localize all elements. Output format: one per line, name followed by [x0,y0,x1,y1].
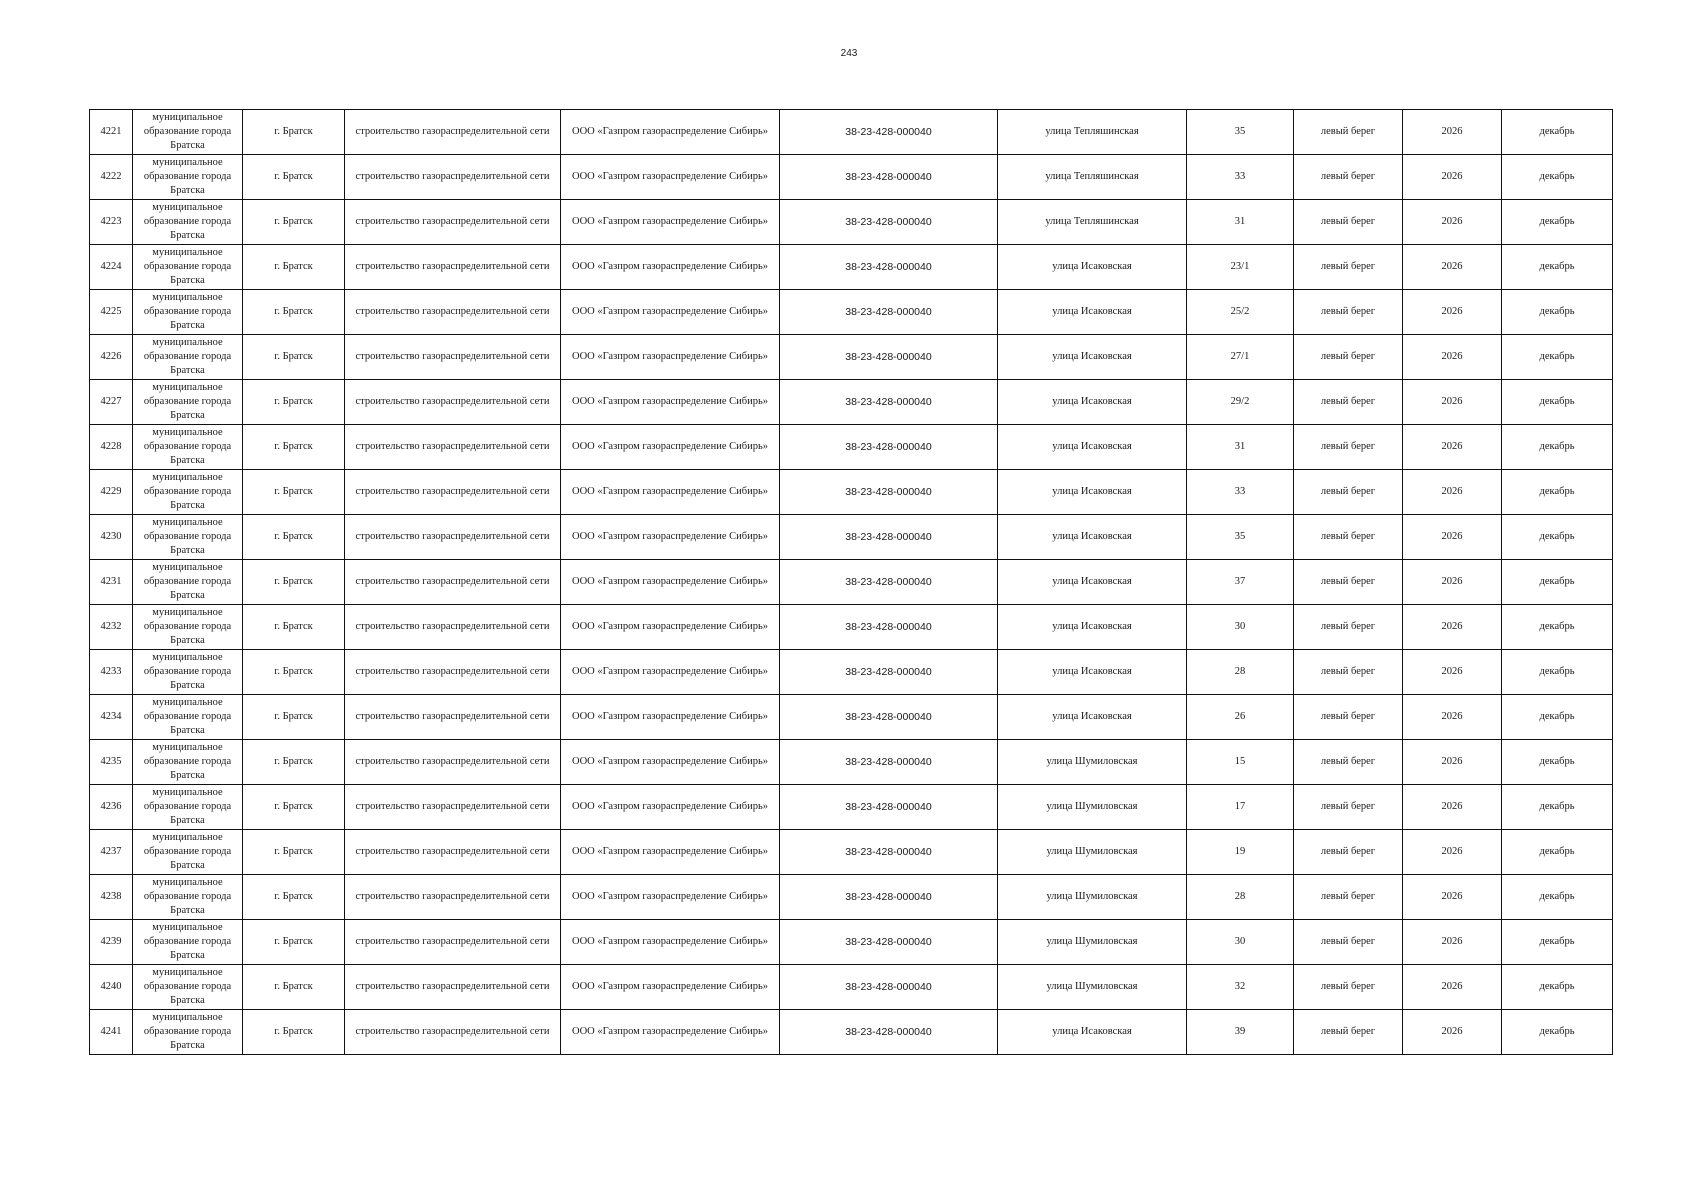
house-number-cell: 30 [1187,920,1294,965]
municipality-cell: муниципальное образование города Братска [133,740,243,785]
settlement-cell: г. Братск [243,695,345,740]
house-number-cell: 35 [1187,515,1294,560]
municipality-cell: муниципальное образование города Братска [133,605,243,650]
street-cell: улица Исаковская [998,290,1187,335]
street-cell: улица Тепляшинская [998,155,1187,200]
year-cell: 2026 [1403,200,1502,245]
house-number-cell: 37 [1187,560,1294,605]
municipality-cell: муниципальное образование города Братска [133,290,243,335]
bank-side-cell: левый берег [1294,1010,1403,1055]
month-cell: декабрь [1502,380,1613,425]
row-number: 4232 [90,605,133,650]
bank-side-cell: левый берег [1294,470,1403,515]
settlement-cell: г. Братск [243,920,345,965]
settlement-cell: г. Братск [243,290,345,335]
work-type-cell: строительство газораспределительной сети [345,290,561,335]
month-cell: декабрь [1502,245,1613,290]
year-cell: 2026 [1403,425,1502,470]
municipality-cell: муниципальное образование города Братска [133,695,243,740]
table-row [90,515,1613,560]
table-row [90,425,1613,470]
organization-cell: ООО «Газпром газораспределение Сибирь» [561,425,780,470]
municipality-cell: муниципальное образование города Братска [133,560,243,605]
month-cell: декабрь [1502,425,1613,470]
row-number: 4235 [90,740,133,785]
row-number: 4225 [90,290,133,335]
settlement-cell: г. Братск [243,425,345,470]
house-number-cell: 30 [1187,605,1294,650]
bank-side-cell: левый берег [1294,155,1403,200]
year-cell: 2026 [1403,965,1502,1010]
bank-side-cell: левый берег [1294,425,1403,470]
code-cell: 38-23-428-000040 [780,785,998,830]
code-cell: 38-23-428-000040 [780,380,998,425]
code-cell: 38-23-428-000040 [780,515,998,560]
month-cell: декабрь [1502,470,1613,515]
row-number: 4227 [90,380,133,425]
municipality-cell: муниципальное образование города Братска [133,875,243,920]
row-number: 4226 [90,335,133,380]
settlement-cell: г. Братск [243,560,345,605]
table-row [90,875,1613,920]
municipality-cell: муниципальное образование города Братска [133,110,243,155]
table-row [90,1010,1613,1055]
month-cell: декабрь [1502,290,1613,335]
work-type-cell: строительство газораспределительной сети [345,605,561,650]
house-number-cell: 31 [1187,425,1294,470]
municipality-cell: муниципальное образование города Братска [133,425,243,470]
row-number: 4236 [90,785,133,830]
month-cell: декабрь [1502,155,1613,200]
row-number: 4229 [90,470,133,515]
month-cell: декабрь [1502,695,1613,740]
organization-cell: ООО «Газпром газораспределение Сибирь» [561,605,780,650]
municipality-cell: муниципальное образование города Братска [133,200,243,245]
work-type-cell: строительство газораспределительной сети [345,785,561,830]
organization-cell: ООО «Газпром газораспределение Сибирь» [561,470,780,515]
street-cell: улица Исаковская [998,560,1187,605]
municipality-cell: муниципальное образование города Братска [133,965,243,1010]
bank-side-cell: левый берег [1294,245,1403,290]
year-cell: 2026 [1403,245,1502,290]
bank-side-cell: левый берег [1294,560,1403,605]
row-number: 4241 [90,1010,133,1055]
table-row [90,740,1613,785]
bank-side-cell: левый берег [1294,380,1403,425]
table-row [90,965,1613,1010]
house-number-cell: 25/2 [1187,290,1294,335]
settlement-cell: г. Братск [243,515,345,560]
organization-cell: ООО «Газпром газораспределение Сибирь» [561,515,780,560]
row-number: 4223 [90,200,133,245]
year-cell: 2026 [1403,380,1502,425]
bank-side-cell: левый берег [1294,740,1403,785]
table-row [90,605,1613,650]
bank-side-cell: левый берег [1294,875,1403,920]
table-row [90,470,1613,515]
municipality-cell: муниципальное образование города Братска [133,335,243,380]
month-cell: декабрь [1502,605,1613,650]
street-cell: улица Исаковская [998,380,1187,425]
organization-cell: ООО «Газпром газораспределение Сибирь» [561,245,780,290]
code-cell: 38-23-428-000040 [780,200,998,245]
page-number: 243 [840,48,858,59]
registry-table [89,109,1613,1055]
code-cell: 38-23-428-000040 [780,290,998,335]
row-number: 4230 [90,515,133,560]
year-cell: 2026 [1403,875,1502,920]
table-row [90,200,1613,245]
municipality-cell: муниципальное образование города Братска [133,155,243,200]
table-row [90,650,1613,695]
month-cell: декабрь [1502,875,1613,920]
house-number-cell: 28 [1187,650,1294,695]
street-cell: улица Шумиловская [998,740,1187,785]
row-number: 4224 [90,245,133,290]
organization-cell: ООО «Газпром газораспределение Сибирь» [561,1010,780,1055]
settlement-cell: г. Братск [243,335,345,380]
table-row [90,335,1613,380]
organization-cell: ООО «Газпром газораспределение Сибирь» [561,695,780,740]
organization-cell: ООО «Газпром газораспределение Сибирь» [561,740,780,785]
house-number-cell: 33 [1187,155,1294,200]
code-cell: 38-23-428-000040 [780,1010,998,1055]
settlement-cell: г. Братск [243,785,345,830]
table-row [90,785,1613,830]
month-cell: декабрь [1502,920,1613,965]
table-row [90,695,1613,740]
year-cell: 2026 [1403,650,1502,695]
code-cell: 38-23-428-000040 [780,965,998,1010]
work-type-cell: строительство газораспределительной сети [345,380,561,425]
settlement-cell: г. Братск [243,605,345,650]
settlement-cell: г. Братск [243,380,345,425]
work-type-cell: строительство газораспределительной сети [345,425,561,470]
year-cell: 2026 [1403,110,1502,155]
settlement-cell: г. Братск [243,200,345,245]
street-cell: улица Исаковская [998,335,1187,380]
year-cell: 2026 [1403,515,1502,560]
bank-side-cell: левый берег [1294,515,1403,560]
row-number: 4234 [90,695,133,740]
house-number-cell: 27/1 [1187,335,1294,380]
work-type-cell: строительство газораспределительной сети [345,245,561,290]
house-number-cell: 32 [1187,965,1294,1010]
street-cell: улица Исаковская [998,470,1187,515]
work-type-cell: строительство газораспределительной сети [345,470,561,515]
row-number: 4233 [90,650,133,695]
street-cell: улица Шумиловская [998,875,1187,920]
work-type-cell: строительство газораспределительной сети [345,200,561,245]
organization-cell: ООО «Газпром газораспределение Сибирь» [561,290,780,335]
month-cell: декабрь [1502,830,1613,875]
settlement-cell: г. Братск [243,1010,345,1055]
year-cell: 2026 [1403,740,1502,785]
code-cell: 38-23-428-000040 [780,245,998,290]
bank-side-cell: левый берег [1294,335,1403,380]
month-cell: декабрь [1502,740,1613,785]
organization-cell: ООО «Газпром газораспределение Сибирь» [561,785,780,830]
house-number-cell: 28 [1187,875,1294,920]
house-number-cell: 39 [1187,1010,1294,1055]
code-cell: 38-23-428-000040 [780,830,998,875]
organization-cell: ООО «Газпром газораспределение Сибирь» [561,650,780,695]
street-cell: улица Тепляшинская [998,110,1187,155]
month-cell: декабрь [1502,110,1613,155]
code-cell: 38-23-428-000040 [780,110,998,155]
organization-cell: ООО «Газпром газораспределение Сибирь» [561,830,780,875]
row-number: 4231 [90,560,133,605]
bank-side-cell: левый берег [1294,695,1403,740]
street-cell: улица Исаковская [998,650,1187,695]
work-type-cell: строительство газораспределительной сети [345,560,561,605]
settlement-cell: г. Братск [243,830,345,875]
street-cell: улица Тепляшинская [998,200,1187,245]
municipality-cell: муниципальное образование города Братска [133,470,243,515]
year-cell: 2026 [1403,830,1502,875]
settlement-cell: г. Братск [243,965,345,1010]
work-type-cell: строительство газораспределительной сети [345,155,561,200]
registry-rows [90,110,1613,1055]
month-cell: декабрь [1502,560,1613,605]
year-cell: 2026 [1403,335,1502,380]
organization-cell: ООО «Газпром газораспределение Сибирь» [561,560,780,605]
bank-side-cell: левый берег [1294,785,1403,830]
code-cell: 38-23-428-000040 [780,695,998,740]
street-cell: улица Исаковская [998,245,1187,290]
row-number: 4239 [90,920,133,965]
row-number: 4238 [90,875,133,920]
settlement-cell: г. Братск [243,110,345,155]
house-number-cell: 15 [1187,740,1294,785]
month-cell: декабрь [1502,335,1613,380]
row-number: 4228 [90,425,133,470]
organization-cell: ООО «Газпром газораспределение Сибирь» [561,335,780,380]
settlement-cell: г. Братск [243,470,345,515]
code-cell: 38-23-428-000040 [780,560,998,605]
month-cell: декабрь [1502,1010,1613,1055]
table-row [90,290,1613,335]
organization-cell: ООО «Газпром газораспределение Сибирь» [561,920,780,965]
year-cell: 2026 [1403,920,1502,965]
bank-side-cell: левый берег [1294,920,1403,965]
organization-cell: ООО «Газпром газораспределение Сибирь» [561,380,780,425]
house-number-cell: 17 [1187,785,1294,830]
row-number: 4222 [90,155,133,200]
year-cell: 2026 [1403,605,1502,650]
table-row [90,920,1613,965]
code-cell: 38-23-428-000040 [780,920,998,965]
code-cell: 38-23-428-000040 [780,155,998,200]
code-cell: 38-23-428-000040 [780,740,998,785]
month-cell: декабрь [1502,965,1613,1010]
bank-side-cell: левый берег [1294,965,1403,1010]
year-cell: 2026 [1403,470,1502,515]
bank-side-cell: левый берег [1294,605,1403,650]
bank-side-cell: левый берег [1294,200,1403,245]
work-type-cell: строительство газораспределительной сети [345,740,561,785]
street-cell: улица Шумиловская [998,830,1187,875]
organization-cell: ООО «Газпром газораспределение Сибирь» [561,875,780,920]
house-number-cell: 31 [1187,200,1294,245]
work-type-cell: строительство газораспределительной сети [345,695,561,740]
organization-cell: ООО «Газпром газораспределение Сибирь» [561,155,780,200]
code-cell: 38-23-428-000040 [780,470,998,515]
organization-cell: ООО «Газпром газораспределение Сибирь» [561,200,780,245]
municipality-cell: муниципальное образование города Братска [133,785,243,830]
work-type-cell: строительство газораспределительной сети [345,920,561,965]
work-type-cell: строительство газораспределительной сети [345,335,561,380]
work-type-cell: строительство газораспределительной сети [345,515,561,560]
code-cell: 38-23-428-000040 [780,335,998,380]
code-cell: 38-23-428-000040 [780,425,998,470]
year-cell: 2026 [1403,695,1502,740]
table-row [90,830,1613,875]
house-number-cell: 26 [1187,695,1294,740]
year-cell: 2026 [1403,155,1502,200]
bank-side-cell: левый берег [1294,650,1403,695]
bank-side-cell: левый берег [1294,830,1403,875]
year-cell: 2026 [1403,560,1502,605]
table-row [90,560,1613,605]
row-number: 4240 [90,965,133,1010]
organization-cell: ООО «Газпром газораспределение Сибирь» [561,110,780,155]
table-row [90,380,1613,425]
municipality-cell: муниципальное образование города Братска [133,515,243,560]
settlement-cell: г. Братск [243,650,345,695]
row-number: 4237 [90,830,133,875]
row-number: 4221 [90,110,133,155]
code-cell: 38-23-428-000040 [780,875,998,920]
street-cell: улица Исаковская [998,1010,1187,1055]
year-cell: 2026 [1403,785,1502,830]
table-row [90,245,1613,290]
settlement-cell: г. Братск [243,155,345,200]
settlement-cell: г. Братск [243,245,345,290]
house-number-cell: 19 [1187,830,1294,875]
municipality-cell: муниципальное образование города Братска [133,920,243,965]
month-cell: декабрь [1502,650,1613,695]
month-cell: декабрь [1502,785,1613,830]
work-type-cell: строительство газораспределительной сети [345,830,561,875]
work-type-cell: строительство газораспределительной сети [345,650,561,695]
work-type-cell: строительство газораспределительной сети [345,110,561,155]
street-cell: улица Исаковская [998,425,1187,470]
street-cell: улица Исаковская [998,515,1187,560]
work-type-cell: строительство газораспределительной сети [345,1010,561,1055]
bank-side-cell: левый берег [1294,290,1403,335]
municipality-cell: муниципальное образование города Братска [133,830,243,875]
street-cell: улица Шумиловская [998,920,1187,965]
bank-side-cell: левый берег [1294,110,1403,155]
street-cell: улица Исаковская [998,695,1187,740]
house-number-cell: 23/1 [1187,245,1294,290]
house-number-cell: 33 [1187,470,1294,515]
street-cell: улица Шумиловская [998,965,1187,1010]
code-cell: 38-23-428-000040 [780,650,998,695]
street-cell: улица Шумиловская [998,785,1187,830]
municipality-cell: муниципальное образование города Братска [133,1010,243,1055]
municipality-cell: муниципальное образование города Братска [133,245,243,290]
year-cell: 2026 [1403,1010,1502,1055]
settlement-cell: г. Братск [243,740,345,785]
month-cell: декабрь [1502,200,1613,245]
municipality-cell: муниципальное образование города Братска [133,380,243,425]
year-cell: 2026 [1403,290,1502,335]
settlement-cell: г. Братск [243,875,345,920]
street-cell: улица Исаковская [998,605,1187,650]
code-cell: 38-23-428-000040 [780,605,998,650]
house-number-cell: 29/2 [1187,380,1294,425]
organization-cell: ООО «Газпром газораспределение Сибирь» [561,965,780,1010]
house-number-cell: 35 [1187,110,1294,155]
municipality-cell: муниципальное образование города Братска [133,650,243,695]
table-row [90,110,1613,155]
work-type-cell: строительство газораспределительной сети [345,965,561,1010]
work-type-cell: строительство газораспределительной сети [345,875,561,920]
table-row [90,155,1613,200]
month-cell: декабрь [1502,515,1613,560]
